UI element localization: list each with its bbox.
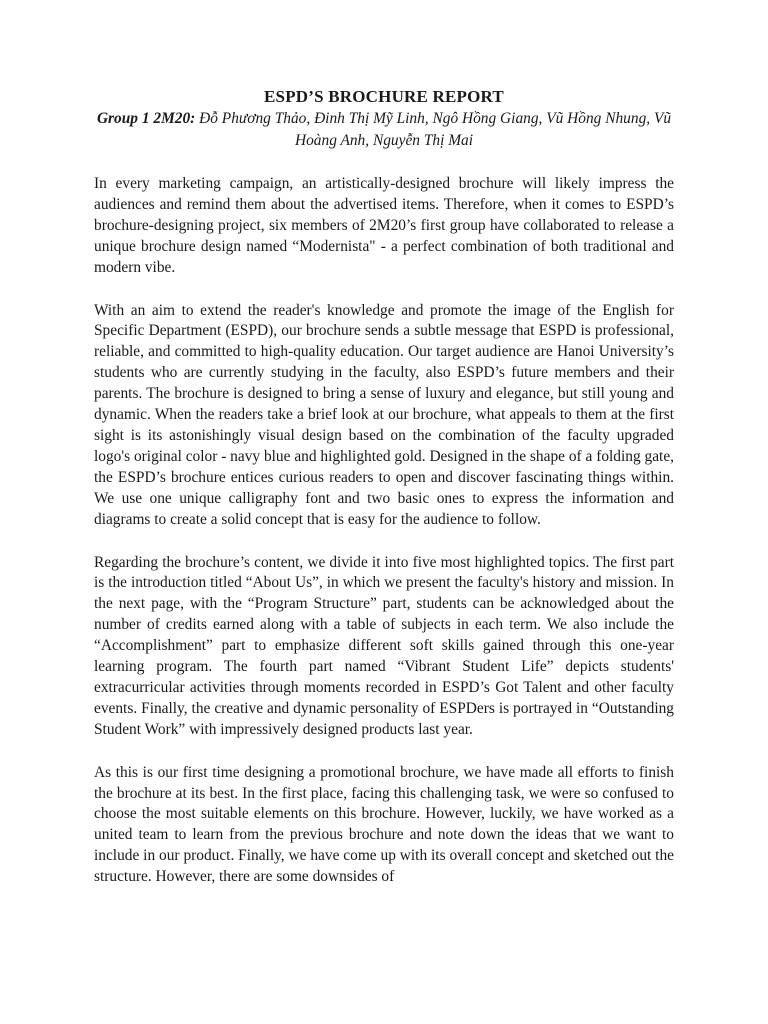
paragraph-design: With an aim to extend the reader's knowledge and promote the image of the English for Specific Department (ESPD), our brochure sends a subtle message that ESPD is professional, reliable, and committed to high-quality education. Our target audience are Hanoi University’s students who are currently studying in the faculty, also ESPD’s future members and their parents. The brochure is designed to bring a sense of luxury and elegance, but still young and dynamic. When the readers take a brief look at our brochure, what appeals to them at the first sight is its astonishingly visual design based on the combination of the faculty upgraded logo's original color - navy blue and highlighted gold. Designed in the shape of a folding gate, the ESPD’s brochure entices curious readers to open and discover fascinating things within. We use one unique calligraphy font and two basic ones to express the information and diagrams to create a solid concept that is easy for the audience to follow. <box>94 301 674 528</box>
author-names: Đỗ Phương Thảo, Đinh Thị Mỹ Linh, Ngô Hồng Giang, Vũ Hồng Nhung, Vũ Hoàng Anh, Nguyễn Thị Mai <box>195 110 672 149</box>
group-label: Group 1 2M20: <box>96 110 196 127</box>
paragraph-intro: In every marketing campaign, an artistically-designed brochure will likely impress the audiences and remind them about the advertised items. Therefore, when it comes to ESPD’s brochure-designing project, six members of 2M20’s first group have collaborated to release a unique brochure design named “Modernista" - a perfect combination of both traditional and modern vibe. <box>94 175 674 276</box>
paragraph-content: Regarding the brochure’s content, we divide it into five most highlighted topics. The first part is the introduction titled “About Us”, in which we present the faculty's history and mission. In the next page, with the “Program Structure” part, students can be acknowledged about the number of credits earned along with a table of subjects in each term. We also include the “Accomplishment” part to emphasize different soft skills gained through this one-year learning program. The fourth part named “Vibrant Student Life” depicts students' extracurricular activities through moments recorded in ESPD’s Got Talent and other faculty events. Finally, the creative and dynamic personality of ESPDers is portrayed in “Outstanding Student Work” with impressively designed products last year. <box>94 553 674 738</box>
paragraph-process: As this is our first time designing a promotional brochure, we have made all efforts to finish the brochure at its best. In the first place, facing this challenging task, we were so confused to choose the most suitable elements on this brochure. However, luckily, we have worked as a united team to learn from the previous brochure and note down the ideas that we want to include in our product. Finally, we have come up with its overall concept and sketched out the structure. However, there are some downsides of <box>94 763 674 886</box>
document-title: ESPD’S BROCHURE REPORT <box>264 87 504 106</box>
author-line <box>94 108 674 152</box>
document-page <box>94 86 674 888</box>
